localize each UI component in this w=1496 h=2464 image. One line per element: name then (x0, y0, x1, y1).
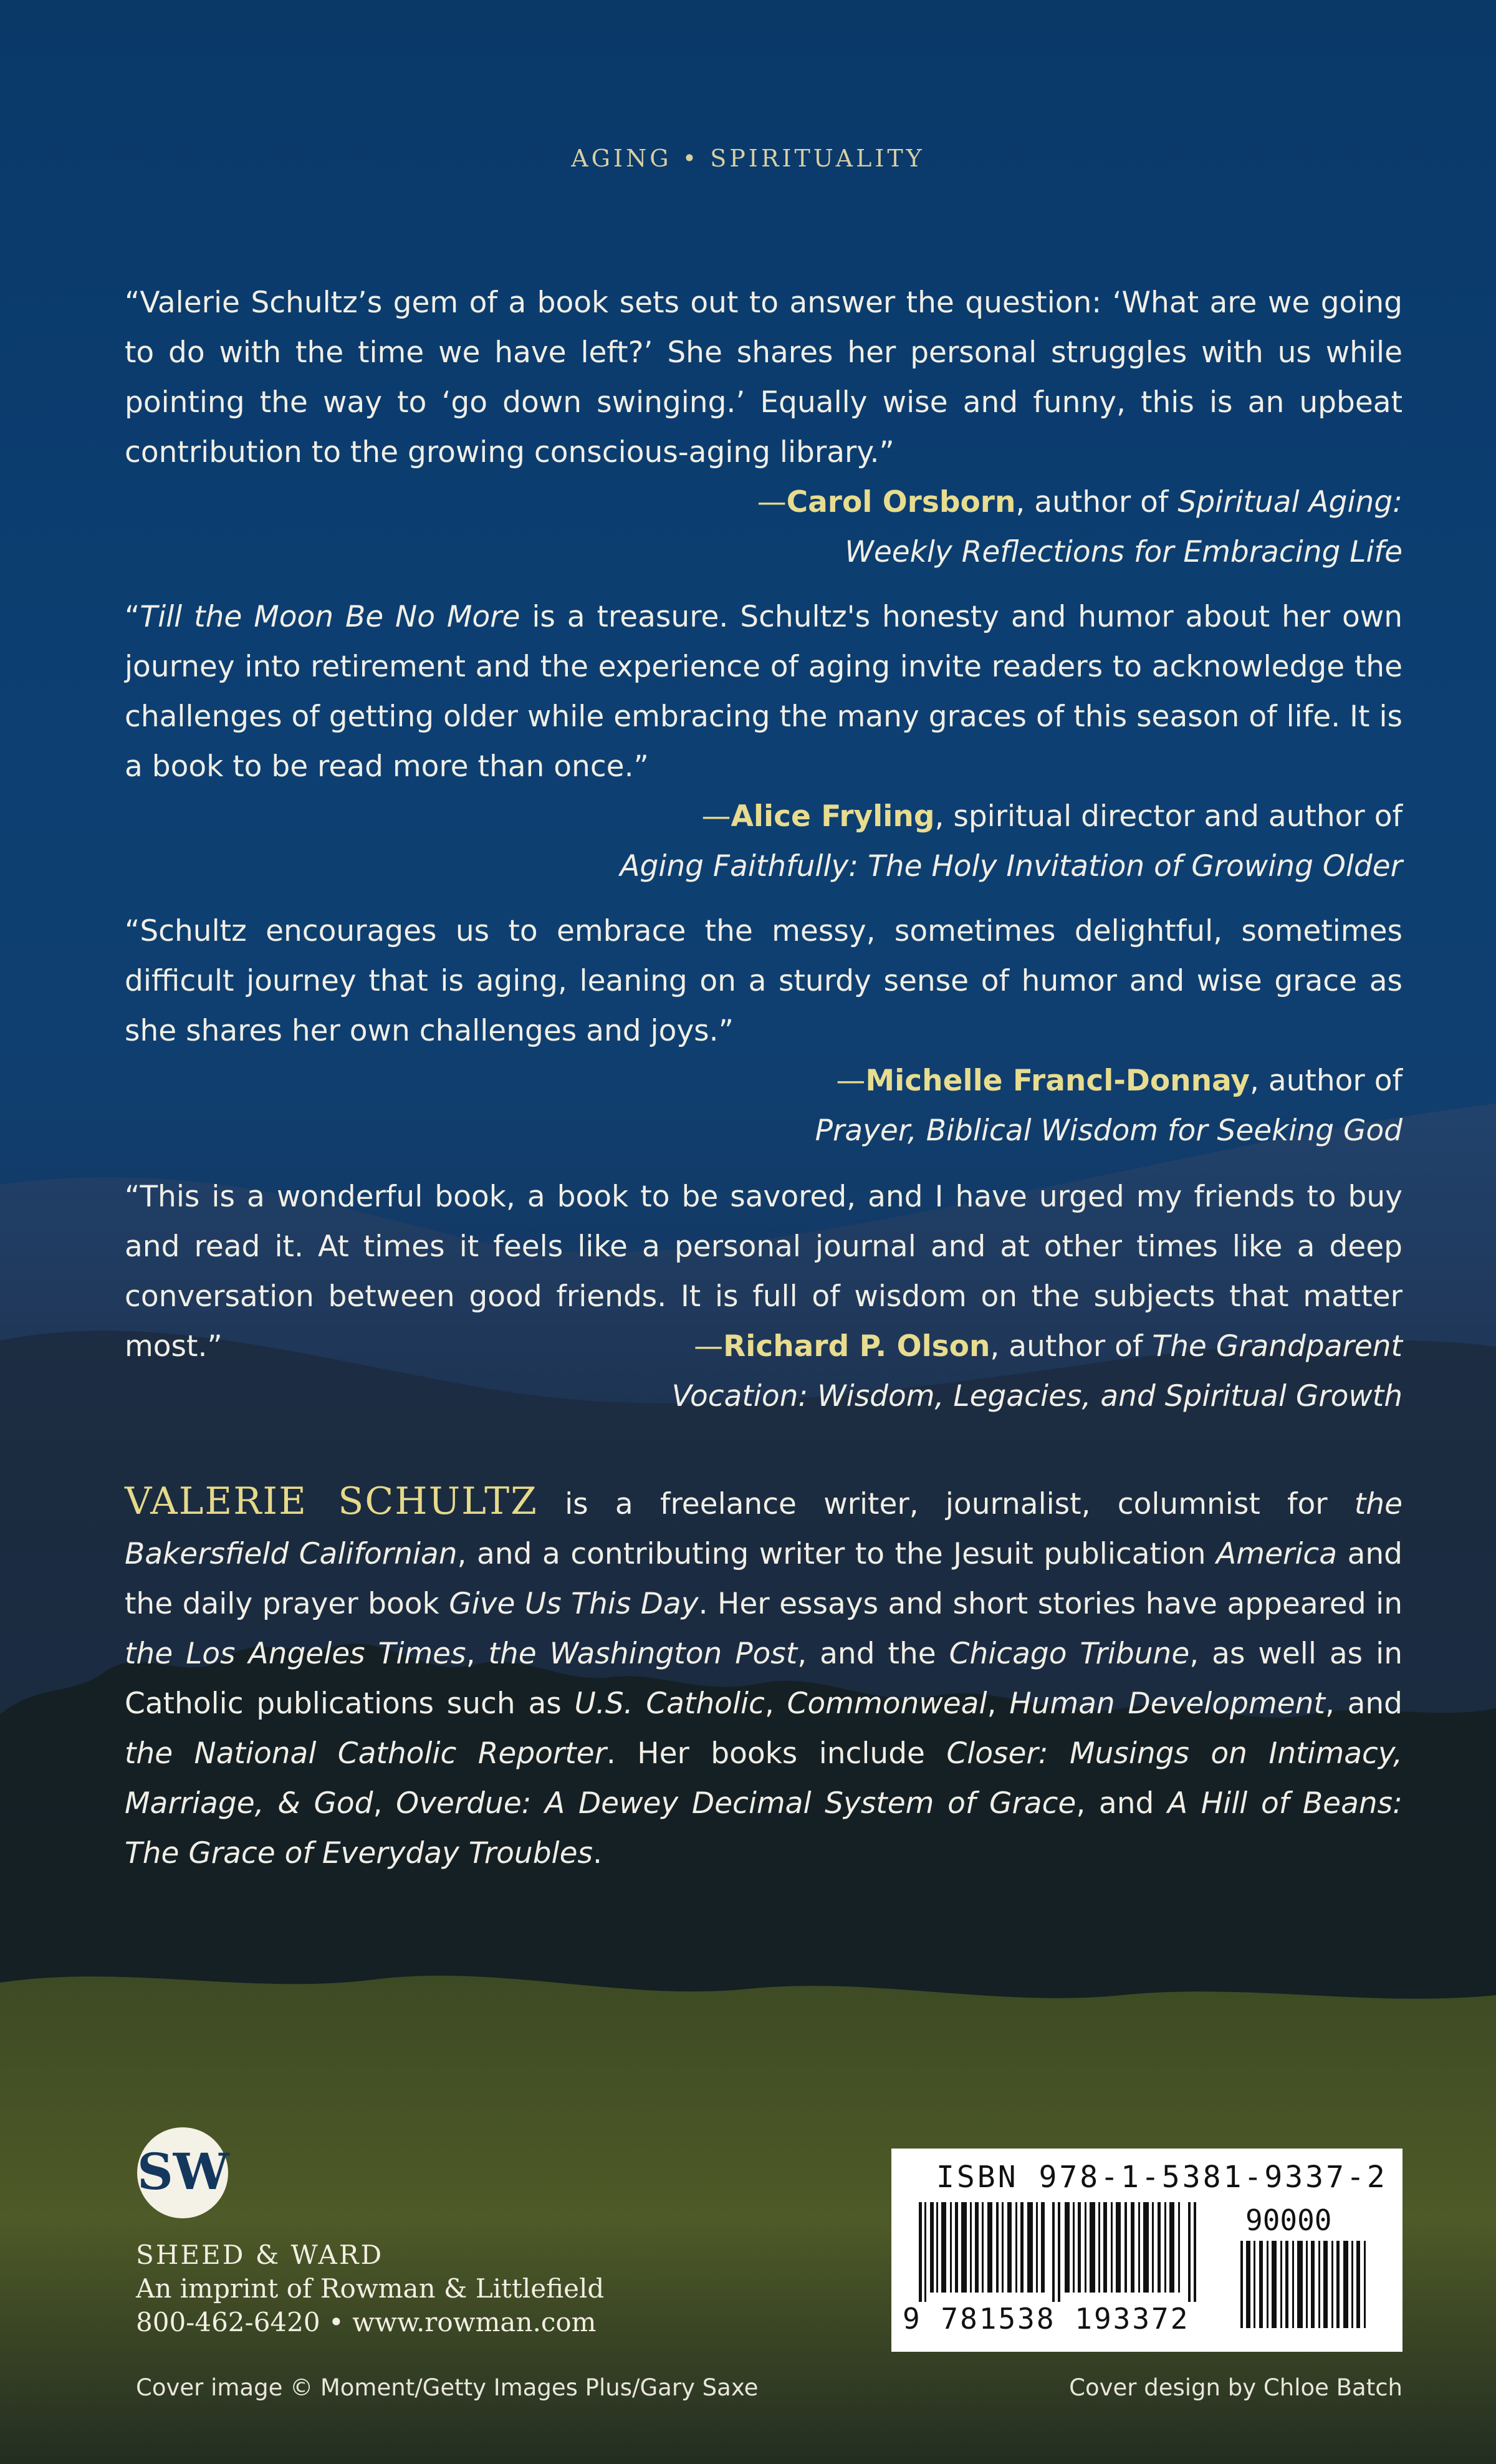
blurb-4-author: Richard P. Olson (723, 1329, 990, 1364)
category-label: AGING • SPIRITUALITY (571, 145, 925, 172)
author-name: VALERIE SCHULTZ (125, 1480, 538, 1523)
blurb-3-author: Michelle Francl-Donnay (865, 1064, 1250, 1098)
barcode-addon: 90000 (1245, 2203, 1332, 2237)
barcode-bars-icon (919, 2202, 1224, 2302)
blurb-2-book-title: Till the Moon Be No More (140, 600, 520, 634)
blurb-1: “Valerie Schultz’s gem of a book sets out to answer the question: ‘What are we going to do with the time we have left?’ She shares her personal struggles with us while pointing the way to ‘go down swinging.’ Equally wise and funny, this is an upbeat contribution to the growing conscious-aging library.” —Carol Orsborn, author of Spiritual Aging: Weekly Reflections for Embracing Life (125, 278, 1402, 577)
publisher-imprint: An imprint of Rowman & Littlefield (136, 2273, 605, 2304)
isbn-barcode (891, 2149, 1402, 2352)
blurb-3-work: Prayer, Biblical Wisdom for Seeking God (815, 1114, 1402, 1148)
blurb-4: “This is a wonderful book, a book to be savored, and I have urged my friends to buy and read it. At times it feels like a personal journal and at other times like a deep conversation between good friends. It is full of wisdom on the subjects that matter most.” —Richard P. Olson, author of The Grandparent Vocation: Wisdom, Legacies, and Spiritual Growth (125, 1172, 1402, 1422)
cover-design-credit: Cover design by Chloe Batch (1069, 2374, 1402, 2401)
publisher-contact: 800-462-6420 • www.rowman.com (136, 2307, 597, 2337)
blurb-1-author: Carol Orsborn (786, 485, 1016, 519)
ean-digits: 9 781538 193372 (903, 2302, 1190, 2336)
blurb-2-attribution: —Alice Fryling, spiritual director and author of (701, 799, 1402, 834)
cover-image-credit: Cover image © Moment/Getty Images Plus/Gary Saxe (136, 2374, 759, 2401)
blurb-1-text: “Valerie Schultz’s gem of a book sets out to answer the question: ‘What are we going to do with the time we have left?’ She shares her personal struggles with us while pointing the way to ‘go down swinging.’ Equally wise and funny, this is an upbeat contribution to the growing conscious-aging library.” (125, 286, 1402, 469)
blurb-3 (125, 907, 1402, 1156)
blurb-1-attribution: —Carol Orsborn, author of Spiritual Aging: (757, 485, 1402, 519)
blurb-4-text: “This is a wonderful book, a book to be savored, and I have urged my friends to buy and read it. At times it feels like a personal journal and at other times like a deep conversation between good friends. It is full of wisdom on the subjects that matter most.” (125, 1180, 1402, 1364)
blurb-2-author: Alice Fryling (731, 799, 935, 834)
blurb-3-attribution: —Michelle Francl-Donnay, author of (836, 1064, 1402, 1098)
publisher-name: SHEED & WARD (136, 2240, 384, 2270)
blurb-1-work: Spiritual Aging: (1177, 485, 1402, 519)
blurb-2-work: Aging Faithfully: The Holy Invitation of Growing Older (620, 849, 1402, 883)
blurb-4-work: The Grandparent (1152, 1329, 1402, 1364)
addon-bars-icon (1240, 2241, 1378, 2328)
publisher-logo-icon: SW (137, 2127, 228, 2218)
blurb-2 (125, 592, 1402, 892)
blurb-2-text: “Till the Moon Be No More is a treasure. Schultz's honesty and humor about her own journey into retirement and the experience of aging invite readers to acknowledge the challenges of getting older while embracing the many graces of this season of life. It is a book to be read more than once.” (125, 600, 1402, 784)
author-bio: VALERIE SCHULTZ is a freelance writer, journalist, columnist for the Bakersfield Californian, and a contributing writer to the Jesuit publication America and the daily prayer book Give Us This Day. Her essays and short stories have appeared in the Los Angeles Times, the Washington Post, and the Chicago Tribune, as well as in Catholic publications such as U.S. Catholic, Commonweal, Human Development, and the National Catholic Reporter. Her books include Closer: Musings on Intimacy, Marriage, & God, Overdue: A Dewey Decimal System of Grace, and A Hill of Beans: The Grace of Everyday Troubles. (125, 1480, 1402, 1870)
isbn-number: ISBN 978-1-5381-9337-2 (936, 2160, 1388, 2195)
blurb-3-text: “Schultz encourages us to embrace the messy, sometimes delightful, sometimes difficult journey that is aging, leaning on a sturdy sense of humor and wise grace as she shares her own challenges and joys.” (125, 914, 1402, 1048)
blurb-4-attribution: —Richard P. Olson, author of The Grandparent (694, 1329, 1402, 1364)
publisher-info (136, 2238, 604, 2339)
